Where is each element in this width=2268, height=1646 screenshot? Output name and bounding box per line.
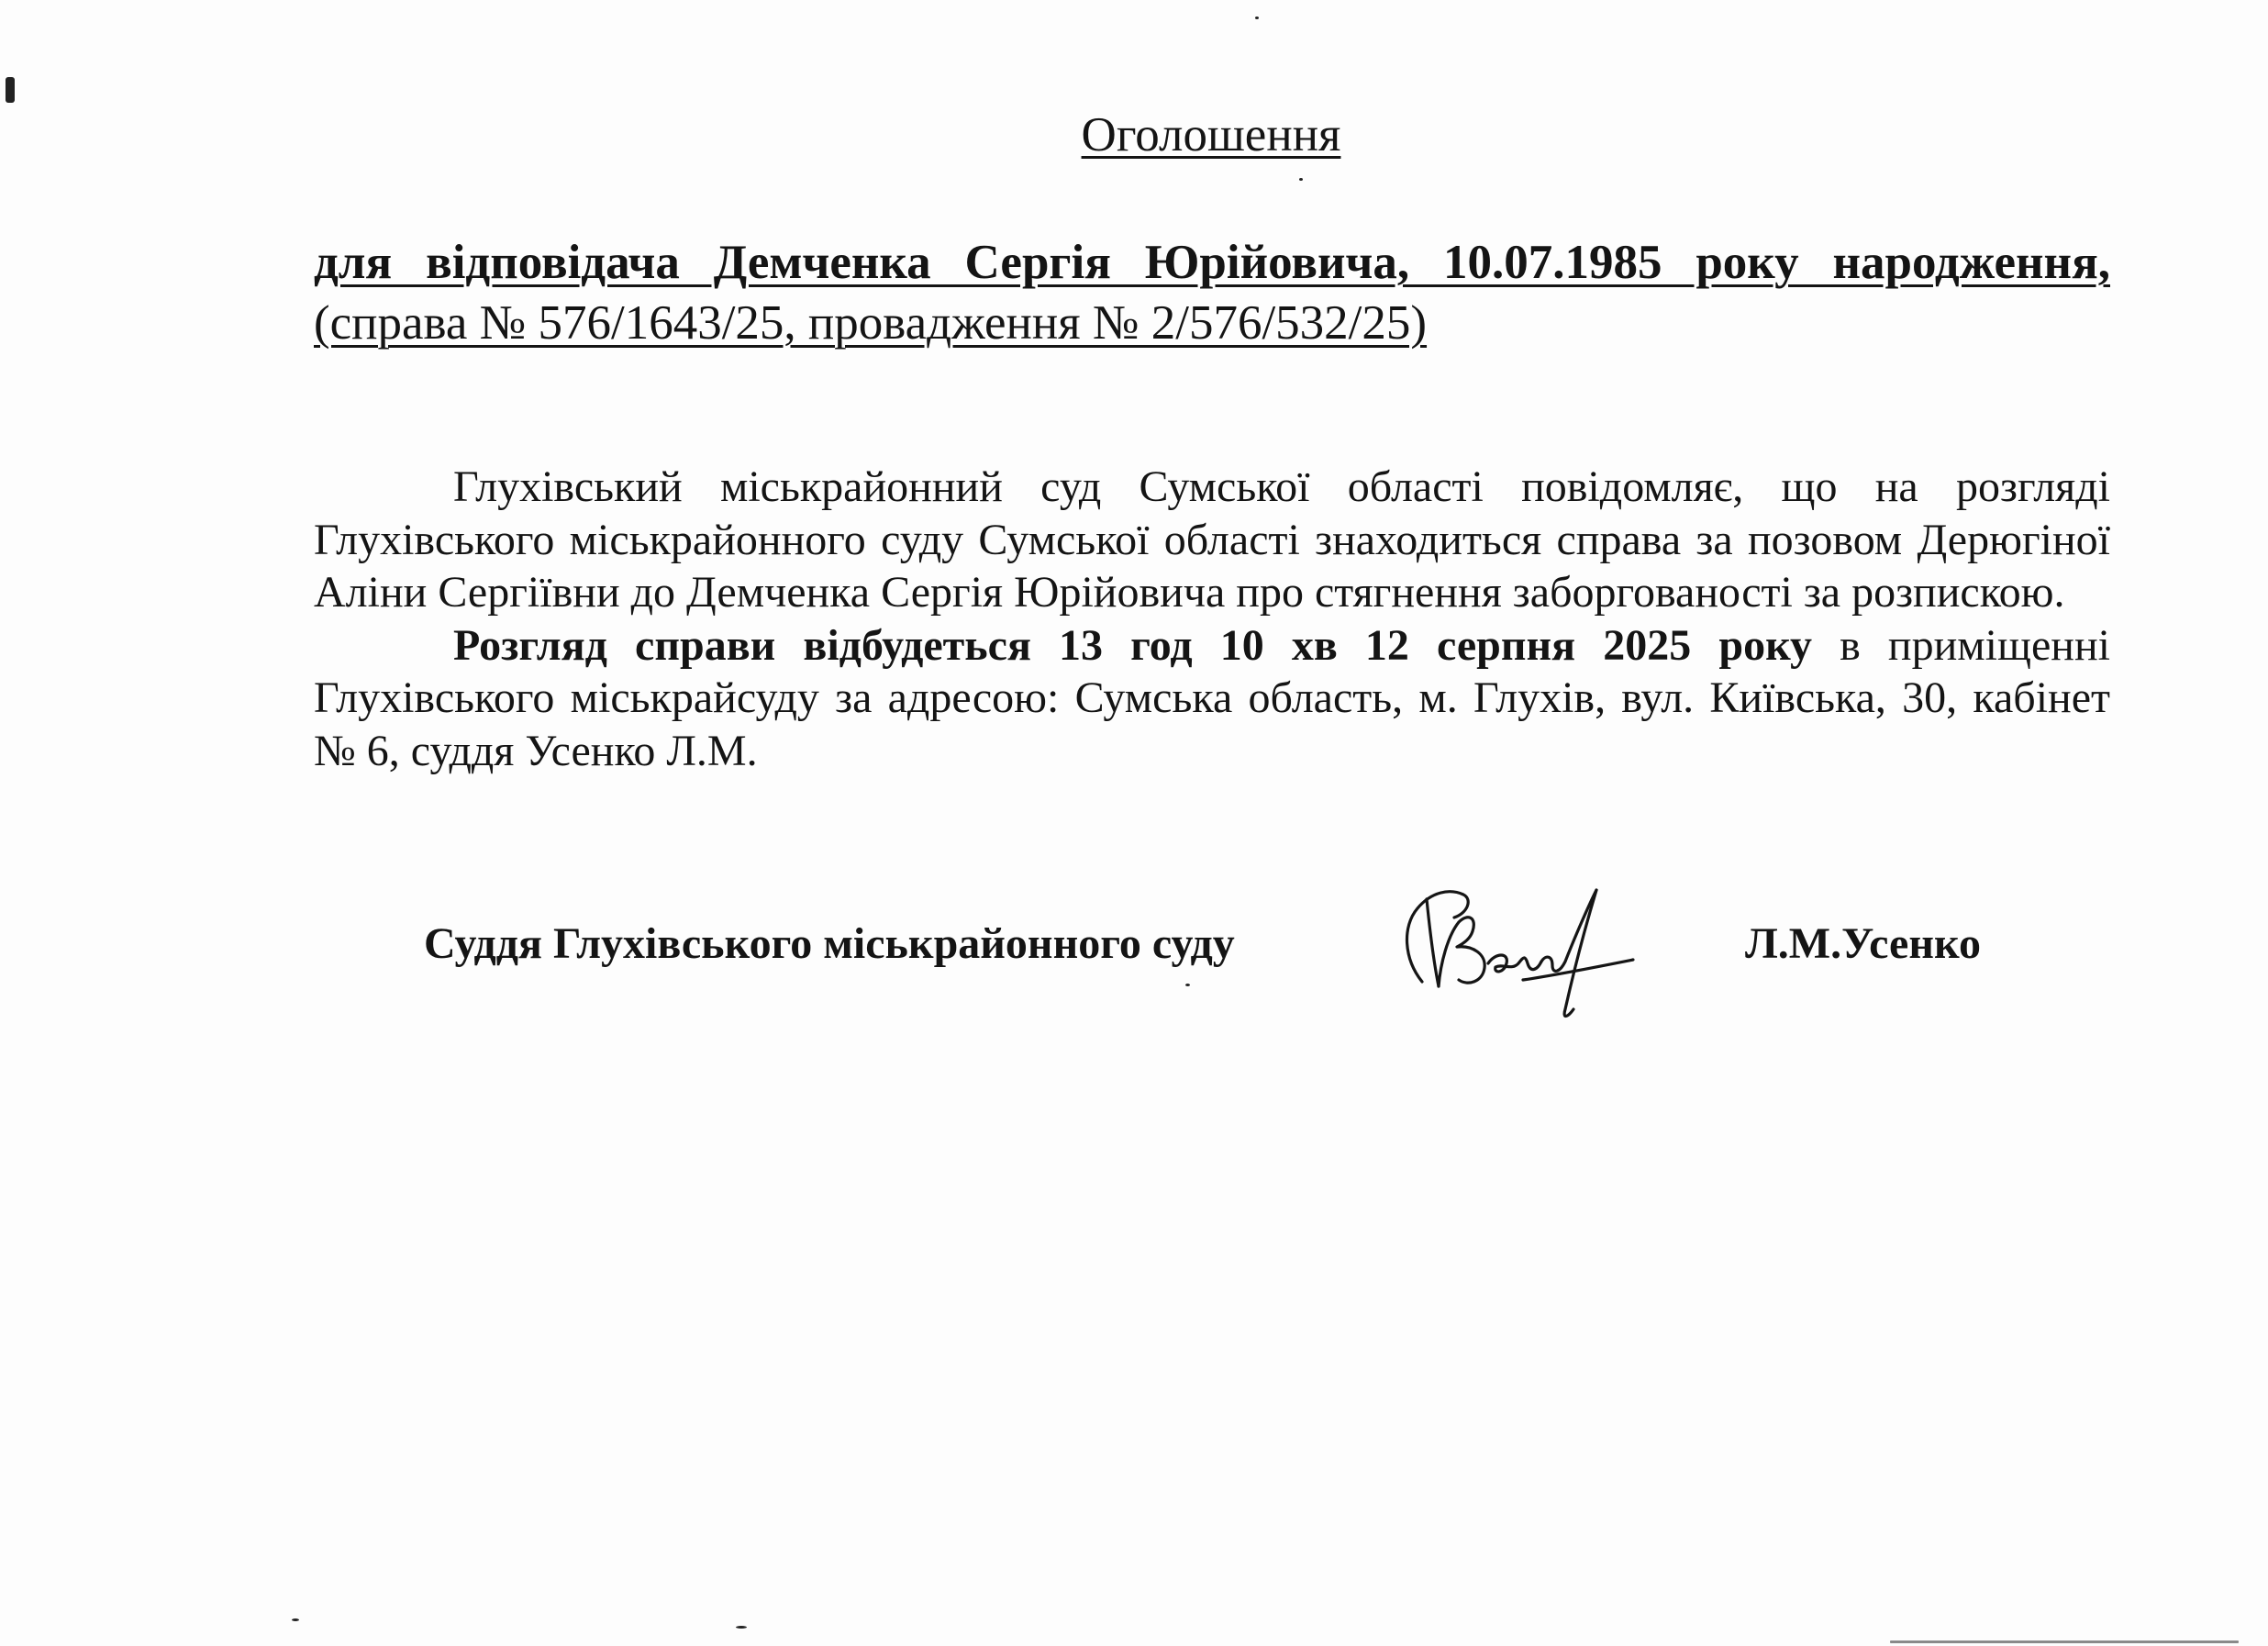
signature-label: Суддя Глухівського міськрайонного суду (424, 919, 1235, 968)
judge-name: Л.М.Усенко (1745, 919, 1981, 968)
title-text: Оголошення (1081, 108, 1341, 161)
document-title (0, 106, 2268, 164)
scan-speck (736, 1626, 747, 1629)
scan-speck (292, 1618, 299, 1621)
scan-speck (1185, 984, 1190, 986)
case-number-line: (справа № 576/1643/25, провадження № 2/576/532/25) (314, 296, 1428, 350)
scan-speck (1890, 1640, 2239, 1643)
paragraph-notice: Глухівський міськрайонний суд Сумської області повідомляє, що на розгляді Глухівського міськрайонного суду Сумської області знаходиться справа за позовом Дерюгіної Аліни Сергіївни до Демченка Сергія Юрійовича про стягнення заборгованості за розпискою. (314, 462, 2110, 617)
respondent-line: для відповідача Демченка Сергія Юрійовича, 10.07.1985 року народження, (314, 236, 2110, 289)
hearing-time: Розгляд справи відбудеться 13 год 10 хв 12 серпня 2025 року (453, 620, 1813, 670)
paragraph-hearing (314, 619, 2110, 778)
scan-speck (1255, 17, 1259, 19)
handwritten-signature (1385, 872, 1651, 1028)
document-body (314, 461, 2110, 777)
document-subject (314, 232, 2110, 353)
scan-speck (6, 77, 15, 103)
hearing-location: в приміщенні Глухівського міськрайсуду за адресою: Сумська область, м. Глухів, вул. Київська, 30, кабінет № 6, суддя Усенко Л.М. (314, 620, 2110, 775)
scan-speck (1299, 178, 1303, 181)
